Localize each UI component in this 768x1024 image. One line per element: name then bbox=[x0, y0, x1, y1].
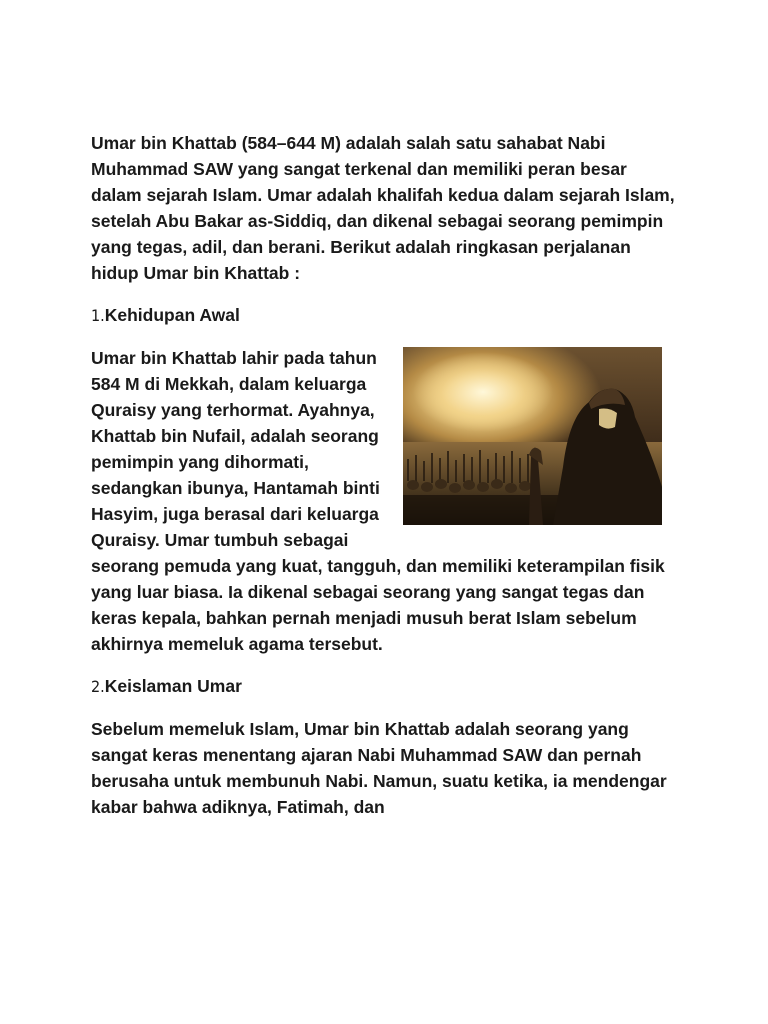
intro-paragraph: Umar bin Khattab (584–644 M) adalah salah satu sahabat Nabi Muhammad SAW yang sangat terkenal dan memiliki peran besar dalam sejarah Islam. Umar adalah khalifah kedua dalam sejarah Islam, setelah Abu Bakar as-Siddiq, dan dikenal sebagai seorang pemimpin yang tegas, adil, dan berani. Berikut adalah ringkasan perjalanan hidup Umar bin Khattab : bbox=[91, 133, 675, 283]
section-2-body: Sebelum memeluk Islam, Umar bin Khattab adalah seorang yang sangat keras menentang ajaran Nabi Muhammad SAW dan pernah berusaha untuk membunuh Nabi. Namun, suatu ketika, ia mendengar kabar bahwa adiknya, Fatimah, dan bbox=[91, 719, 667, 817]
robed-figure-before-army-illustration-icon bbox=[403, 347, 662, 525]
section-1-heading bbox=[91, 302, 691, 329]
section-2-title: Keislaman Umar bbox=[104, 676, 242, 696]
section-1-block bbox=[91, 345, 691, 657]
section-1-number: 1. bbox=[91, 306, 105, 325]
section-1-body: Umar bin Khattab lahir pada tahun 584 M di Mekkah, dalam keluarga Quraisy yang terhormat. Ayahnya, Khattab bin Nufail, adalah seorang pemimpin yang dihormati, sedangkan ibunya, Hantamah binti Hasyim, juga berasal dari keluarga Quraisy. Umar tumbuh sebagai seorang pemuda yang kuat, tangguh, dan memiliki keterampilan fisik yang luar biasa. Ia dikenal sebagai seorang yang sangat tegas dan keras kepala, bahkan pernah menjadi musuh berat Islam sebelum akhirnya memeluk agama tersebut. bbox=[91, 348, 665, 654]
section-2-heading bbox=[91, 673, 691, 700]
section-1-title: Kehidupan Awal bbox=[104, 305, 240, 325]
document-page bbox=[91, 130, 691, 820]
section-2-number: 2. bbox=[91, 677, 105, 696]
